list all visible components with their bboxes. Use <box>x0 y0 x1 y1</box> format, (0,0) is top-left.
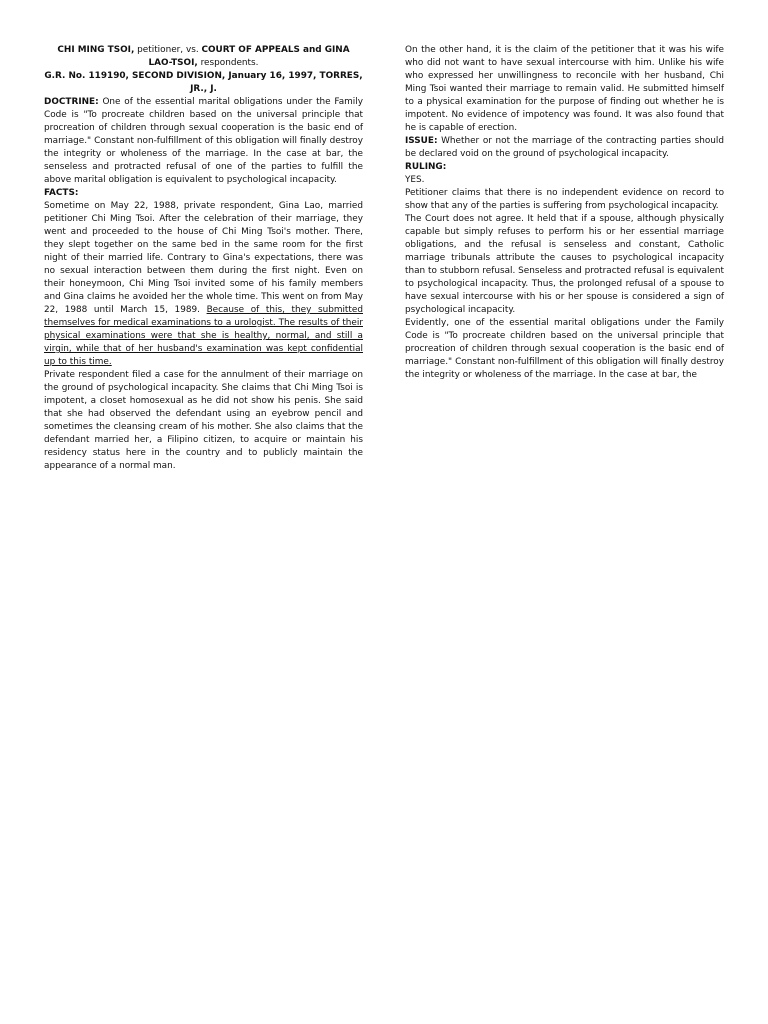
doctrine-paragraph <box>44 96 363 187</box>
case-title-respondents: respondents. <box>197 58 259 68</box>
case-title <box>44 44 363 70</box>
issue-label: ISSUE: <box>405 136 438 146</box>
case-title-court: COURT OF APPEALS and GINA LAO-TSOI, <box>148 45 350 68</box>
facts-p1-text: Sometime on May 22, 1988, private respondent, Gina Lao, married petitioner Chi Ming Tsoi. After the celebration of their marriage, they went and proceeded to the house of Chi Ming Tsoi's mother. There, they slept together on the same bed in the same room for the first night of their married life. Contrary to Gina's expectations, there was no sexual interaction between them during the first night. Even on their honeymoon, Chi Ming Tsoi invited some of his family members and Gina claims he avoided her the whole time. This went on from May 22, 1988 until March 15, 1989. <box>44 201 363 315</box>
facts-paragraph-2: Private respondent filed a case for the annulment of their marriage on the ground of psychological incapacity. She claims that Chi Ming Tsoi is impotent, a closet homosexual as he did not show his penis. She said that she had observed the defendant using an eyebrow pencil and sometimes the cleansing cream of his mother. She also claims that the defendant married her, a Filipino citizen, to acquire or maintain his residency status here in the country and to publicly maintain the appearance of a normal man. <box>44 370 363 471</box>
issue-text: Whether or not the marriage of the contracting parties should be declared void on the ground of psychological incapacity. <box>405 136 724 159</box>
doctrine-text: One of the essential marital obligations under the Family Code is "To procreate children based on the universal principle that procreation of children through sexual cooperation is the basic end of marriage." Constant non-fulfillment of this obligation will finally destroy the integrity or wholeness of the marriage. In the case at bar, the senseless and protracted refusal of one of the parties to fulfill the above marital obligation is equivalent to psychological incapacity. <box>44 97 363 185</box>
facts-label: FACTS: <box>44 188 79 198</box>
right-column <box>405 44 724 1024</box>
doctrine-label: DOCTRINE: <box>44 97 99 107</box>
case-title-petitioner: petitioner, vs. <box>134 45 202 55</box>
case-citation: G.R. No. 119190, SECOND DIVISION, January 16, 1997, TORRES, JR., J. <box>44 71 363 94</box>
ruling-answer: YES. <box>405 175 425 185</box>
left-column <box>44 44 363 1024</box>
ruling-paragraph-1: Petitioner claims that there is no independent evidence on record to show that any of the parties is suffering from psychological incapacity. <box>405 188 724 211</box>
ruling-label: RULING: <box>405 162 447 172</box>
facts-paragraph-1 <box>44 200 363 369</box>
facts-p1-underlined: Because of this, they submitted themselves for medical examinations to a urologist. The results of their physical examinations were that she is healthy, normal, and still a virgin, while that of her husband's examination was kept confidential up to this time. <box>44 305 363 367</box>
ruling-paragraph-3: Evidently, one of the essential marital obligations under the Family Code is "To procreate children based on the universal principle that procreation of children through sexual cooperation is the basic end of marriage." Constant non-fulfillment of this obligation will finally destroy the integrity or wholeness of the marriage. In the case at bar, the <box>405 318 724 380</box>
ruling-paragraph-2: The Court does not agree. It held that if a spouse, although physically capable but simply refuses to perform his or her essential marriage obligations, and the refusal is senseless and constant, Catholic marriage tribunals attribute the causes to psychological incapacity than to stubborn refusal. Senseless and protracted refusal is equivalent to psychological incapacity. Thus, the prolonged refusal of a spouse to have sexual intercourse with his or her spouse is considered a sign of psychological incapacity. <box>405 214 724 315</box>
facts-paragraph-3: On the other hand, it is the claim of the petitioner that it was his wife who did not want to have sexual intercourse with him. Unlike his wife who expressed her unwillingness to reconcile with her husband, Chi Ming Tsoi wanted their marriage to remain valid. He submitted himself to a physical examination for the purpose of finding out whether he is impotent. No evidence of impotency was found. It was also found that he is capable of erection. <box>405 45 724 133</box>
case-title-name: CHI MING TSOI, <box>57 45 135 55</box>
issue-paragraph <box>405 135 724 161</box>
